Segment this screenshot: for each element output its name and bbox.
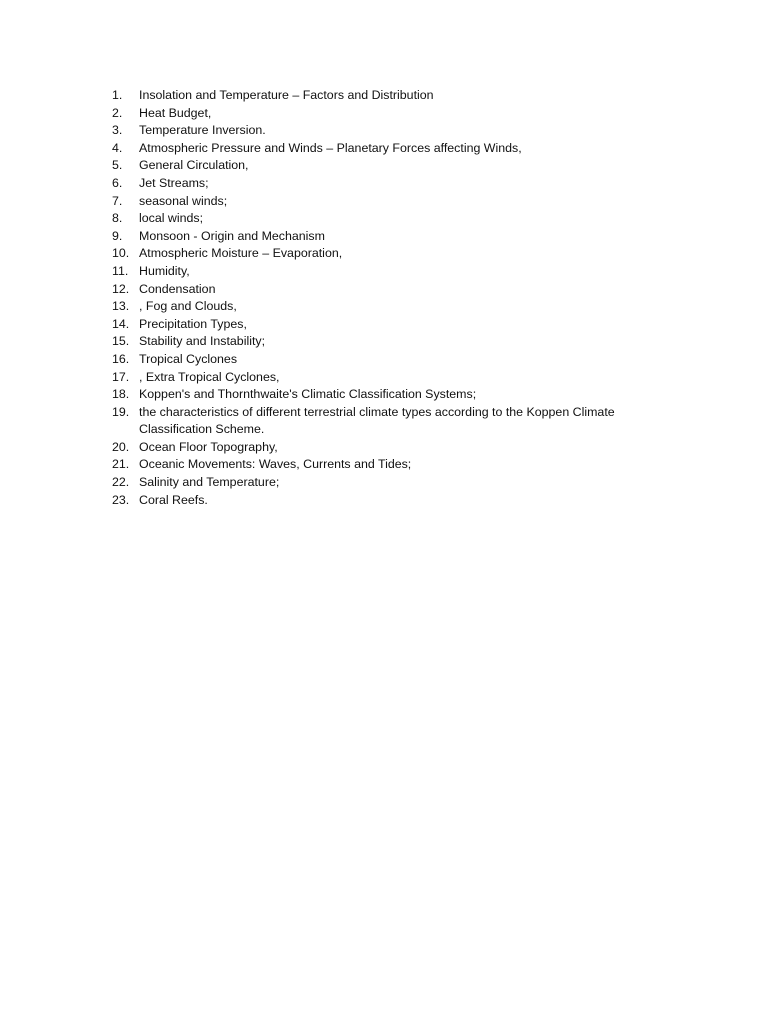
list-item — [112, 316, 657, 334]
list-item — [112, 175, 657, 193]
list-item — [112, 193, 657, 211]
item-number: 5. — [112, 158, 123, 173]
item-number: 6. — [112, 175, 123, 190]
item-text: Tropical Cyclones — [139, 351, 238, 366]
list-item — [112, 404, 657, 439]
item-number: 14. — [112, 316, 130, 331]
item-number: 20. — [112, 439, 130, 454]
topic-list — [112, 87, 657, 509]
item-number: 7. — [112, 193, 123, 208]
list-item — [112, 87, 657, 105]
list-item — [112, 492, 657, 510]
item-number: 23. — [112, 492, 130, 507]
item-text: Temperature Inversion. — [139, 123, 266, 138]
item-text: Insolation and Temperature – Factors and Distribution — [139, 88, 434, 102]
item-number: 12. — [112, 281, 130, 296]
list-item — [112, 245, 657, 263]
list-item — [112, 281, 657, 299]
item-text: the characteristics of different terrestrial climate types according to the Koppen Climate Classification Scheme. — [139, 404, 615, 437]
item-number: 10. — [112, 246, 130, 261]
item-number: 15. — [112, 334, 130, 349]
item-number: 3. — [112, 123, 123, 138]
list-item — [112, 351, 657, 369]
item-number: 17. — [112, 369, 130, 384]
item-text: Coral Reefs. — [139, 492, 208, 507]
item-text: Atmospheric Pressure and Winds – Planetary Forces affecting Winds, — [139, 140, 522, 155]
item-text: Condensation — [139, 281, 216, 296]
item-number: 4. — [112, 140, 123, 155]
item-number: 18. — [112, 387, 130, 402]
list-item — [112, 263, 657, 281]
item-number: 19. — [112, 404, 130, 419]
list-item — [112, 474, 657, 492]
item-number: 11. — [112, 263, 129, 278]
list-item — [112, 228, 657, 246]
list-item — [112, 369, 657, 387]
item-text: Heat Budget, — [139, 105, 212, 120]
item-text: Koppen's and Thornthwaite's Climatic Classification Systems; — [139, 387, 477, 402]
item-text: Precipitation Types, — [139, 316, 247, 331]
list-item — [112, 122, 657, 140]
item-number: 1. — [112, 88, 123, 102]
list-item — [112, 333, 657, 351]
item-text: Humidity, — [139, 263, 190, 278]
list-item — [112, 105, 657, 123]
item-text: Monsoon - Origin and Mechanism — [139, 228, 325, 243]
item-number: 21. — [112, 457, 130, 472]
item-number: 9. — [112, 228, 123, 243]
list-item — [112, 140, 657, 158]
item-text: Oceanic Movements: Waves, Currents and Tides; — [139, 457, 412, 472]
item-number: 8. — [112, 211, 123, 226]
item-text: Ocean Floor Topography, — [139, 439, 278, 454]
item-text: , Extra Tropical Cyclones, — [139, 369, 280, 384]
item-text: Atmospheric Moisture – Evaporation, — [139, 246, 343, 261]
item-text: General Circulation, — [139, 158, 249, 173]
item-text: , Fog and Clouds, — [139, 299, 237, 314]
item-text: Jet Streams; — [139, 175, 209, 190]
item-text: Stability and Instability; — [139, 334, 266, 349]
item-number: 2. — [112, 105, 123, 120]
item-text: Salinity and Temperature; — [139, 475, 280, 490]
item-text: local winds; — [139, 211, 204, 226]
item-number: 16. — [112, 351, 130, 366]
item-text: seasonal winds; — [139, 193, 228, 208]
list-item — [112, 456, 657, 474]
item-number: 22. — [112, 475, 130, 490]
list-item — [112, 157, 657, 175]
list-item — [112, 439, 657, 457]
list-item — [112, 298, 657, 316]
list-item — [112, 386, 657, 404]
item-number: 13. — [112, 299, 130, 314]
list-item — [112, 210, 657, 228]
